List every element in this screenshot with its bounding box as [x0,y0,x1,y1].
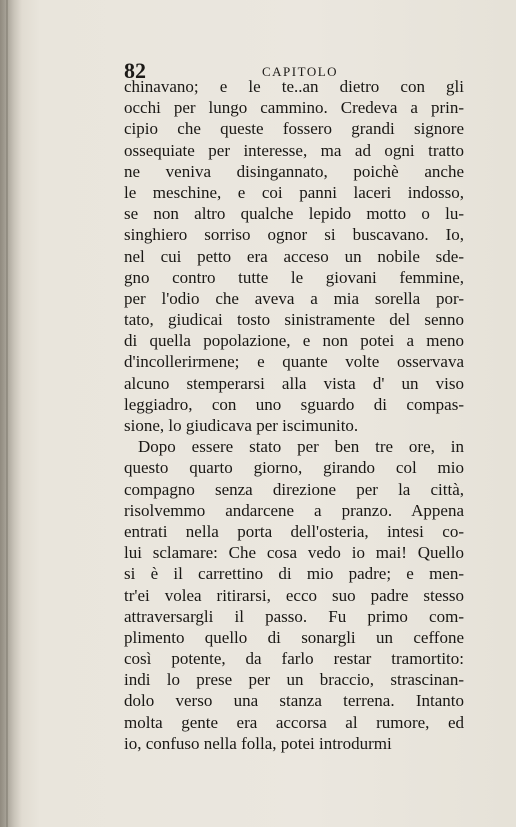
text-line: indi lo prese per un braccio, strascinan- [124,670,464,690]
text-line: se non altro qualche lepido motto o lu- [124,204,464,224]
text-line: gno contro tutte le giovani femmine, [124,267,464,287]
text-line: ne veniva disingannato, poichè anche [124,161,464,181]
text-line: sione, lo giudicava per iscimunito. [124,416,359,435]
text-line: nel cui petto era acceso un nobile sde- [124,246,464,266]
text-line: questo quarto giorno, girando col mio [124,458,464,478]
text-line: risolvemmo andarcene a pranzo. Appena [124,500,464,520]
text-line: ossequiate per interesse, ma ad ogni tratto [124,140,464,160]
text-line: cipio che queste fossero grandi signore [124,119,464,139]
text-line: d'incollerirmene; e quante volte osservava [124,352,464,372]
text-line: le meschine, e coi panni laceri indosso, [124,182,464,202]
text-line: molta gente era accorsa al rumore, ed [124,712,464,732]
text-line: chinavano; e le te..an dietro con gli [124,77,464,96]
text-line: plimento quello di sonargli un ceffone [124,627,464,647]
text-line: Dopo essere stato per ben tre ore, in [138,437,464,457]
text-line: leggiadro, con uno sguardo di compas- [124,394,464,414]
page-edge [6,0,8,827]
text-line: così potente, da farlo restar tramortito: [124,649,464,669]
text-line: attraversargli il passo. Fu primo com- [124,606,464,626]
text-line: alcuno stemperarsi alla vista d' un viso [124,373,464,393]
text-line: io, confuso nella folla, potei introdurmi [124,733,392,753]
text-line: compagno senza direzione per la città, [124,479,464,499]
paragraph [124,436,464,754]
text-line: tr'ei volea ritirarsi, ecco suo padre stesso [124,585,464,605]
text-line: entrati nella porta dell'osteria, intesi co- [124,521,464,541]
text-line: per l'odio che aveva a mia sorella por- [124,288,464,308]
text-line: dolo verso una stanza terrena. Intanto [124,691,464,711]
text-line: singhiero sorriso ognor si buscavano. Io, [124,225,464,245]
page-number: 82 [124,58,146,83]
running-head: CAPITOLO [262,64,339,79]
text-line: di quella popolazione, e non potei a meno [124,331,464,351]
paragraph [124,76,464,436]
text-line: occhi per lungo cammino. Credeva a prin- [124,98,464,118]
gutter-shadow [0,0,22,827]
body-text [124,76,464,754]
text-line: lui sclamare: Che cosa vedo io mai! Quello [124,543,464,563]
text-line: tato, giudicai tosto sinistramente del senno [124,310,464,330]
text-line: si è il carrettino di mio padre; e men- [124,564,464,584]
